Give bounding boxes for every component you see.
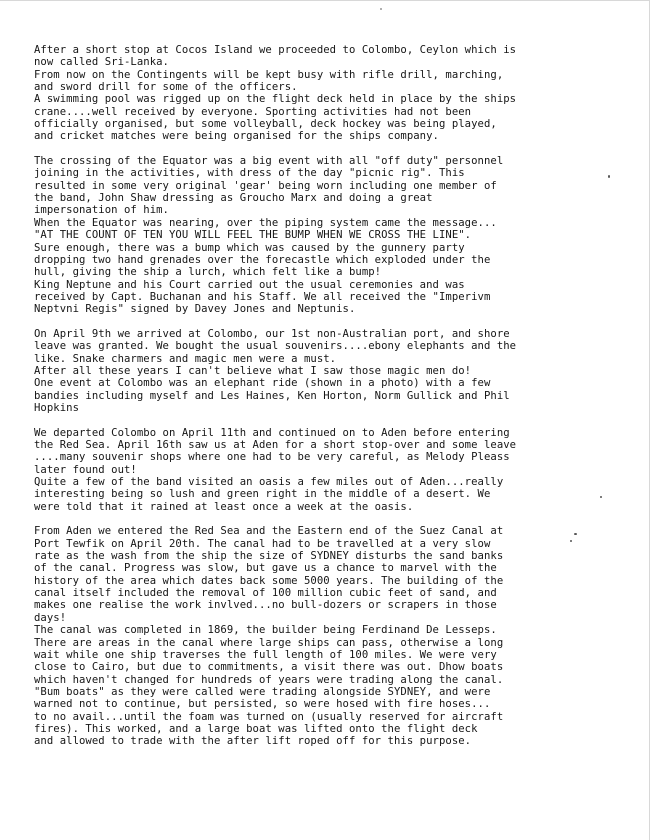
text-line: and allowed to trade with the after lift roped off for this purpose.	[34, 735, 472, 748]
text-line: canal itself included the removal of 100 million cubic feet of sand, and	[34, 587, 497, 600]
text-line: bandies including myself and Les Haines, Ken Horton, Norm Gullick and Phil	[34, 389, 510, 402]
scan-mark	[380, 8, 382, 10]
scan-speck	[574, 533, 577, 535]
text-line: were told that it rained at least once a week at the oasis.	[34, 500, 414, 513]
text-line: One event at Colombo was an elephant ride (shown in a photo) with a few	[34, 377, 491, 390]
text-line: days!	[34, 611, 67, 624]
text-line: interesting being so lush and green right in the middle of a desert. We	[34, 488, 491, 501]
text-line: Neptvni Regis" signed by Davey Jones and Neptunis.	[34, 303, 356, 316]
text-line: On April 9th we arrived at Colombo, our 1st non-Australian port, and shore	[34, 327, 510, 340]
text-line: From Aden we entered the Red Sea and the Eastern end of the Suez Canal at	[34, 525, 504, 538]
text-line: fires). This worked, and a large boat was lifted onto the flight deck	[34, 722, 478, 735]
document-body	[34, 44, 624, 748]
page-edge-top	[0, 0, 650, 1]
text-line: "Bum boats" as they were called were trading alongside SYDNEY, and were	[34, 685, 491, 698]
text-line: and sword drill for some of the officers.	[34, 81, 298, 94]
paragraph	[34, 525, 624, 747]
paragraph-gap	[34, 414, 624, 426]
text-line: There are areas in the canal where large ships can pass, otherwise a long	[34, 636, 504, 649]
text-line: impersonation of him.	[34, 204, 169, 217]
paragraph	[34, 44, 624, 143]
text-line: which haven't changed for hundreds of years were trading along the canal.	[34, 673, 504, 686]
text-line: We departed Colombo on April 11th and continued on to Aden before entering	[34, 426, 510, 439]
text-line: Sure enough, there was a bump which was caused by the gunnery party	[34, 241, 465, 254]
text-line: of the canal. Progress was slow, but gave us a chance to marvel with the	[34, 562, 497, 575]
text-line: Hopkins	[34, 401, 79, 414]
text-line: hull, giving the ship a lurch, which felt like a bump!	[34, 266, 382, 279]
text-line: the band, John Shaw dressing as Groucho Marx and doing a great	[34, 192, 433, 205]
text-line: When the Equator was nearing, over the piping system came the message...	[34, 216, 497, 229]
text-line: leave was granted. We bought the usual souvenirs....ebony elephants and the	[34, 340, 517, 353]
paragraph	[34, 328, 624, 414]
text-line: A swimming pool was rigged up on the flight deck held in place by the ships	[34, 93, 517, 106]
text-line: and cricket matches were being organised for the ships company.	[34, 130, 439, 143]
paragraph-gap	[34, 316, 624, 328]
text-line: From now on the Contingents will be kept busy with rifle drill, marching,	[34, 68, 504, 81]
text-line: officially organised, but some volleyball, deck hockey was being played,	[34, 118, 497, 131]
text-line: received by Capt. Buchanan and his Staff. We all received the "Imperivm	[34, 290, 491, 303]
text-line: the Red Sea. April 16th saw us at Aden for a short stop-over and some leave	[34, 439, 517, 451]
text-line: close to Cairo, but due to commitments, a visit there was out. Dhow boats	[34, 661, 504, 674]
scan-speck	[570, 540, 572, 542]
scan-speck	[600, 496, 602, 498]
text-line: King Neptune and his Court carried out the usual ceremonies and was	[34, 278, 465, 291]
text-line: After all these years I can't believe what I saw those magic men do!	[34, 364, 472, 377]
text-line: makes one realise the work invlved...no bull-dozers or scrapers in those	[34, 599, 497, 612]
text-line: "AT THE COUNT OF TEN YOU WILL FEEL THE BUMP WHEN WE CROSS THE LINE".	[34, 229, 472, 242]
paragraph-gap	[34, 143, 624, 155]
text-line: ....many souvenir shops where one had to be very careful, as Melody Pleass	[34, 451, 510, 464]
text-line: The crossing of the Equator was a big event with all "off duty" personnel	[34, 155, 504, 168]
text-line: wait while one ship traverses the full length of 100 miles. We were very	[34, 648, 497, 661]
paragraph	[34, 427, 624, 513]
text-line: to no avail...until the foam was turned on (usually reserved for aircraft	[34, 710, 504, 723]
text-line: dropping two hand grenades over the forecastle which exploded under the	[34, 253, 491, 266]
scan-speck	[608, 175, 610, 178]
text-line: resulted in some very original 'gear' being worn including one member of	[34, 179, 497, 192]
text-line: now called Sri-Lanka.	[34, 56, 169, 69]
text-line: warned not to continue, but persisted, so were hosed with fire hoses...	[34, 698, 491, 711]
paragraph	[34, 155, 624, 315]
text-line: Quite a few of the band visited an oasis a few miles out of Aden...really	[34, 476, 504, 489]
text-line: The canal was completed in 1869, the builder being Ferdinand De Lesseps.	[34, 624, 497, 637]
text-line: joining in the activities, with dress of the day "picnic rig". This	[34, 167, 465, 180]
text-line: After a short stop at Cocos Island we proceeded to Colombo, Ceylon which is	[34, 44, 517, 56]
text-line: rate as the wash from the ship the size of SYDNEY disturbs the sand banks	[34, 550, 504, 563]
text-line: crane....well received by everyone. Sporting activities had not been	[34, 105, 472, 118]
paragraph-gap	[34, 513, 624, 525]
text-line: like. Snake charmers and magic men were a must.	[34, 352, 337, 365]
text-line: later found out!	[34, 463, 137, 476]
text-line: Port Tewfik on April 20th. The canal had to be travelled at a very slow	[34, 537, 491, 550]
text-line: history of the area which dates back some 5000 years. The building of the	[34, 574, 504, 587]
